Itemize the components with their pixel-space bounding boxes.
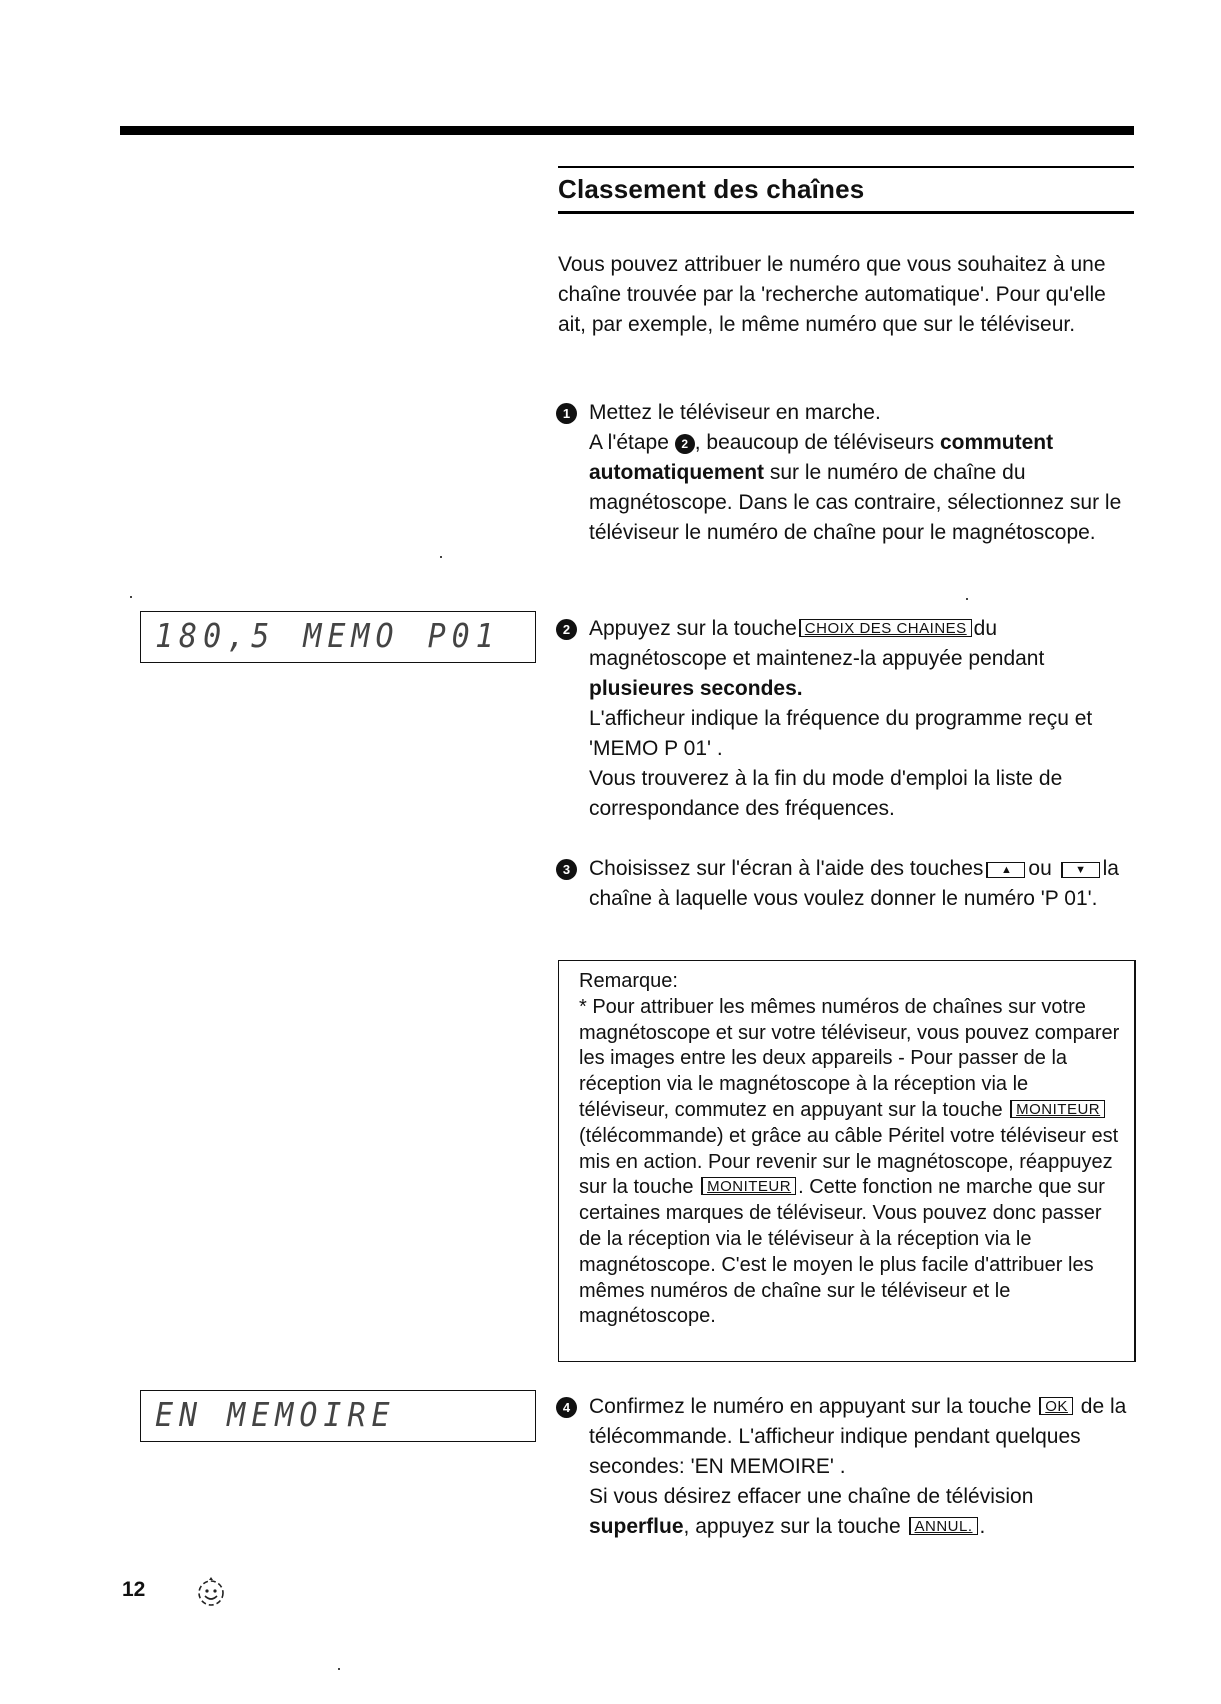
step-3 [556,854,1138,914]
lcd-frequency: 180,5 [155,617,276,656]
step-4 [556,1392,1138,1542]
lcd-program: P01 [427,617,500,656]
step-1-detail [589,428,1138,548]
moniteur-key-2: MONITEUR [701,1177,796,1195]
lcd-memo: MEMO [303,617,400,656]
lcd-display-memo [140,611,536,663]
remark-heading: Remarque: [579,970,678,992]
step-2-frequency-info: Vous trouverez à la fin du mode d'emploi la liste de correspondance des fréquences. [589,767,1063,820]
annul-key: ANNUL. [909,1517,978,1535]
step-4-erase-end: . [979,1515,986,1538]
remark-part-1: * Pour attribuer les mêmes numéros de chaînes sur votre magnétoscope et sur votre téléviseur, vous pouvez comparer les images entre les deux appareils - Pour passer de la réception via le magnétoscope à la réception via le téléviseur, commutez en appuyant sur la touche [579,995,1120,1121]
remark-part-2: (télécommande) et grâce au câble Péritel votre téléviseur est mis en action. Pour revenir sur le magnétoscope, réappuyez sur la touche [579,1124,1119,1199]
step-2-bold: plusieures secondes. [589,677,803,700]
choix-des-chaines-key: CHOIX DES CHAINES [799,619,972,637]
top-rule [120,126,1134,135]
step-2-instruction [589,614,1138,704]
step-2 [556,614,1138,824]
step-4-number: 4 [556,1397,577,1418]
intro-text: Vous pouvez attribuer le numéro que vous souhaitez à une chaîne trouvée par la 'recherche automatique'. Pour qu'elle ait, par exemple, le même numéro que sur le téléviseur. [558,253,1106,336]
ok-key: OK [1039,1397,1073,1415]
step-4-erase [589,1482,1138,1542]
step-4-instruction [589,1392,1138,1482]
section-header [558,166,1134,214]
scan-speck [966,598,968,600]
step-3-number: 3 [556,859,577,880]
page-title: Classement des chaînes [558,174,865,204]
step-4-mid: de la télécommande. L'afficheur indique pendant quelques secondes: 'EN MEMOIRE' . [589,1395,1127,1478]
step-1 [556,398,1138,548]
arrow-up-key-icon: ▲ [986,862,1025,878]
step-4-erase-bold: superflue [589,1515,684,1538]
remark-text [579,995,1120,1330]
lcd-display-en-memoire [140,1390,536,1442]
step-2-number: 2 [556,619,577,640]
step-1-rest: sur le numéro de chaîne du magnétoscope. Dans le cas contraire, sélectionnez sur le téléviseur le numéro de chaîne pour le magnétoscope. [589,461,1122,544]
page-number: 12 [122,1578,146,1601]
step-4-erase-mid: , appuyez sur la touche [683,1515,901,1538]
step-1-etape-mid: , beaucoup de téléviseurs [694,431,935,454]
recycling-face-icon [194,1576,228,1610]
step-1-line: Mettez le téléviseur en marche. [589,401,881,424]
step-1-etape-prefix: A l'étape [589,431,669,454]
arrow-down-key-icon: ▼ [1061,862,1100,878]
step-2-display-info: L'afficheur indique la fréquence du programme reçu et 'MEMO P 01' . [589,707,1093,760]
step-3-or: ou [1028,857,1052,880]
step-2-pre: Appuyez sur la touche [589,617,797,640]
step-ref-badge: 2 [675,434,695,454]
step-3-pre: Choisissez sur l'écran à l'aide des touches [589,857,984,880]
intro-paragraph [558,250,1138,340]
step-3-instruction [589,854,1138,914]
step-3-post: la chaîne à laquelle vous voulez donner le numéro 'P 01'. [589,857,1119,910]
scan-speck [440,556,442,558]
step-1-bold: commutent automatiquement [589,431,1054,484]
moniteur-key: MONITEUR [1010,1100,1105,1118]
step-4-pre: Confirmez le numéro en appuyant sur la touche [589,1395,1032,1418]
scan-speck [130,596,132,598]
step-4-erase-pre: Si vous désirez effacer une chaîne de télévision [589,1485,1034,1508]
lcd-en-memoire: EN MEMOIRE [155,1396,396,1435]
scan-speck [338,1668,340,1670]
remark-box [558,960,1136,1362]
step-2-mid: du magnétoscope et maintenez-la appuyée pendant [589,617,1045,670]
step-1-number: 1 [556,403,577,424]
remark-part-3: . Cette fonction ne marche que sur certaines marques de téléviseur. Vous pouvez donc passer de la réception via le téléviseur à la réception via le magnétoscope. C'est le moyen le plus facile d'attribuer les mêmes numéros de chaîne sur le téléviseur et le magnétoscope. [579,1176,1105,1328]
